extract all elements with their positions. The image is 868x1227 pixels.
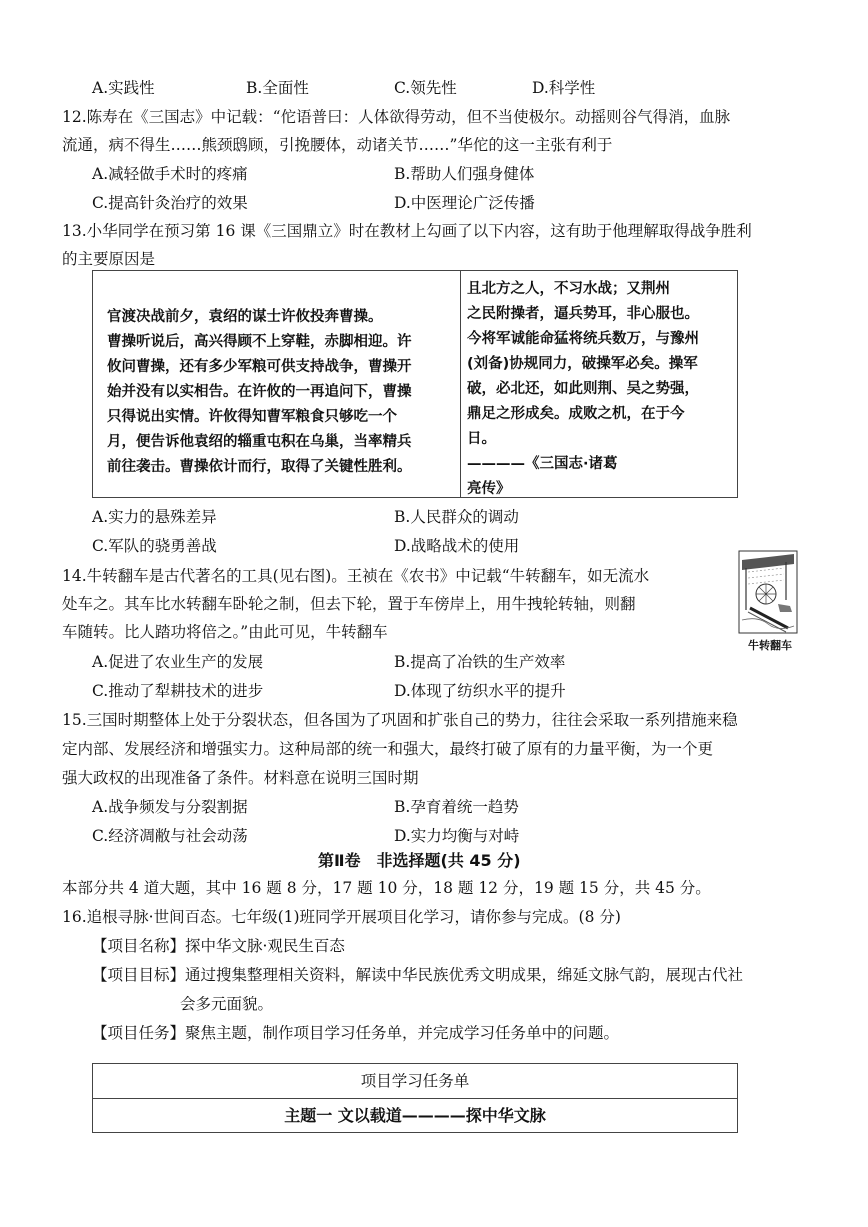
q15-stem-line-3: 强大政权的出现准备了条件。材料意在说明三国时期 <box>62 769 419 787</box>
q15-option-d[interactable]: D.实力均衡与对峙 <box>394 827 520 845</box>
q11-option-b[interactable]: B.全面性 <box>246 79 309 97</box>
material-left-line: 只得说出实情。许攸得知曹军粮食只够吃一个 <box>107 409 397 425</box>
q11-option-a[interactable]: A.实践性 <box>92 79 155 97</box>
q14-option-d[interactable]: D.体现了纺织水平的提升 <box>394 682 566 700</box>
material-left-line: 官渡决战前夕，袁绍的谋士许攸投奔曹操。 <box>107 309 383 325</box>
q13-option-b[interactable]: B.人民群众的调动 <box>394 508 519 526</box>
material-left-line: 始并没有以实相告。在许攸的一再追问下，曹操 <box>107 384 412 400</box>
q16-project-goal-line-2: 会多元面貌。 <box>180 995 274 1013</box>
q12-option-a[interactable]: A.减轻做手术时的疼痛 <box>92 165 248 183</box>
q14-stem-line-1: 14.牛转翻车是古代著名的工具(见右图)。王祯在《农书》中记载“牛转翻车，如无流水 <box>62 567 650 585</box>
q13-material-left <box>107 305 459 480</box>
q15-stem-line-1: 15.三国时期整体上处于分裂状态，但各国为了巩固和扩张自己的势力，往往会采取一系列措施来稳 <box>62 711 738 729</box>
q15-option-c[interactable]: C.经济凋敝与社会动荡 <box>92 827 248 845</box>
section-two-intro: 本部分共 4 道大题，其中 16 题 8 分，17 题 10 分，18 题 12 分，19 题 15 分，共 45 分。 <box>62 879 711 897</box>
q14-option-a[interactable]: A.促进了农业生产的发展 <box>92 653 264 671</box>
q12-stem-line-1: 12.陈寿在《三国志》中记载：“佗语普曰：人体欲得劳动，但不当使极尔。动摇则谷气得消，血脉 <box>62 108 731 126</box>
q13-material-table <box>92 270 738 498</box>
table-divider <box>460 271 461 497</box>
q11-option-d[interactable]: D.科学性 <box>532 79 596 97</box>
q14-stem-line-2: 处车之。其车比水转翻车卧轮之制，但去下轮，置于车傍岸上，用牛拽轮转轴，则翻 <box>62 595 636 613</box>
q11-option-c[interactable]: C.领先性 <box>394 79 457 97</box>
q13-option-c[interactable]: C.军队的骁勇善战 <box>92 537 217 555</box>
q14-stem-line-3: 车随转。比人踏功将倍之。”由此可见，牛转翻车 <box>62 623 388 641</box>
task-table-theme-one: 主题一 文以载道————探中华文脉 <box>284 1106 546 1125</box>
ox-waterwheel-illustration <box>738 550 798 634</box>
q14-option-c[interactable]: C.推动了犁耕技术的进步 <box>92 682 264 700</box>
project-task-table <box>92 1063 738 1133</box>
material-right-line: 日。 <box>467 431 496 447</box>
q13-material-right <box>467 277 735 502</box>
task-table-title: 项目学习任务单 <box>93 1064 737 1099</box>
ox-waterwheel-caption: 牛转翻车 <box>748 639 792 652</box>
q15-stem-line-2: 定内部、发展经济和增强实力。这种局部的统一和强大，最终打破了原有的力量平衡，为一个更 <box>62 740 714 758</box>
q12-option-d[interactable]: D.中医理论广泛传播 <box>394 194 535 212</box>
material-right-line: ————《三国志·诸葛 <box>467 456 618 472</box>
q16-project-goal-line-1: 【项目目标】通过搜集整理相关资料，解读中华民族优秀文明成果，绵延文脉气韵，展现古代社 <box>92 966 744 984</box>
material-right-line: 今将军诚能命猛将统兵数万，与豫州 <box>467 331 699 347</box>
material-right-line: (刘备)协规同力，破操军必矣。操军 <box>467 356 698 372</box>
q15-option-b[interactable]: B.孕育着统一趋势 <box>394 798 519 816</box>
material-right-line: 鼎足之形成矣。成败之机，在于今 <box>467 406 685 422</box>
material-right-line: 亮传》 <box>467 481 511 497</box>
q14-option-b[interactable]: B.提高了冶铁的生产效率 <box>394 653 566 671</box>
q12-stem-line-2: 流通，病不得生……熊颈鸱顾，引挽腰体，动诸关节……”华佗的这一主张有利于 <box>62 136 613 154</box>
q13-option-a[interactable]: A.实力的悬殊差异 <box>92 508 217 526</box>
q13-option-d[interactable]: D.战略战术的使用 <box>394 537 520 555</box>
q16-project-task: 【项目任务】聚焦主题，制作项目学习任务单，并完成学习任务单中的问题。 <box>92 1024 620 1042</box>
q15-option-a[interactable]: A.战争频发与分裂割据 <box>92 798 248 816</box>
section-two-heading: 第Ⅱ卷 非选择题(共 45 分) <box>318 851 521 870</box>
q16-project-name: 【项目名称】探中华文脉·观民生百态 <box>92 937 345 955</box>
material-right-line: 之民附操者，逼兵势耳，非心服也。 <box>467 306 699 322</box>
q13-stem-line-2: 的主要原因是 <box>62 250 156 268</box>
material-right-line: 破，必北还，如此则荆、吴之势强， <box>467 381 699 397</box>
material-left-line: 月，便告诉他袁绍的辎重屯积在乌巢，当率精兵 <box>107 434 412 450</box>
q12-option-b[interactable]: B.帮助人们强身健体 <box>394 165 535 183</box>
material-left-line: 前往袭击。曹操依计而行，取得了关键性胜利。 <box>107 459 412 475</box>
material-right-line: 且北方之人，不习水战；又荆州 <box>467 281 670 297</box>
q13-stem-line-1: 13.小华同学在预习第 16 课《三国鼎立》时在教材上勾画了以下内容，这有助于他理解取得战争胜利 <box>62 222 752 240</box>
material-left-line: 曹操听说后，高兴得顾不上穿鞋，赤脚相迎。许 <box>107 334 412 350</box>
material-left-line: 攸问曹操，还有多少军粮可供支持战争，曹操开 <box>107 359 412 375</box>
q16-stem: 16.追根寻脉·世间百态。七年级(1)班同学开展项目化学习，请你参与完成。(8 分) <box>62 908 621 926</box>
q12-option-c[interactable]: C.提高针灸治疗的效果 <box>92 194 248 212</box>
